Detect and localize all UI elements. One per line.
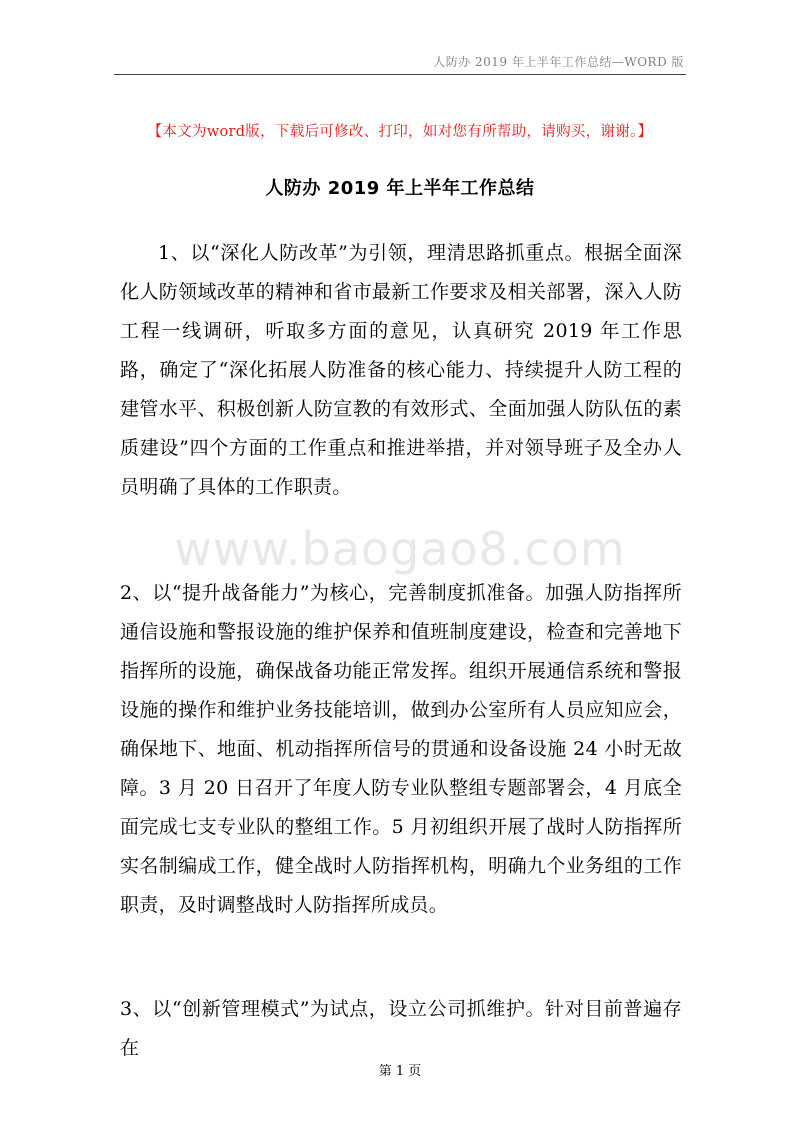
site-watermark: www.baogao8.com — [174, 522, 626, 576]
paragraph-1: 1、以“深化人防改革”为引领，理清思路抓重点。根据全面深化人防领域改革的精神和省市最新工作要求及相关部署，深入人防工程一线调研，听取多方面的意见，认真研究 2019 年工作思路，确定了“深化拓展人防准备的核心能力、持续提升人防工程的建管水平、积极创新人防宣教的有效形式、全面加强人防队伍的素质建设”四个方面的工作重点和推进举措，并对领导班子及全办人员明确了具体的工作职责。 — [120, 242, 682, 498]
word-version-notice: 【本文为word版，下载后可修改、打印，如对您有所帮助，请购买，谢谢。】 — [147, 124, 653, 140]
running-header: 人防办 2019 年上半年工作总结—WORD 版 — [433, 55, 684, 69]
paragraph-3: 3、以“创新管理模式”为试点，设立公司抓维护。针对目前普遍存在 — [120, 998, 682, 1059]
page-number: 第 1 页 — [378, 1064, 422, 1079]
document-title: 人防办 2019 年上半年工作总结 — [265, 178, 535, 199]
paragraph-2: 2、以“提升战备能力”为核心，完善制度抓准备。加强人防指挥所通信设施和警报设施的维护保养和值班制度建设，检查和完善地下指挥所的设施，确保战备功能正常发挥。组织开展通信系统和警报设施的操作和维护业务技能培训，做到办公室所有人员应知应会，确保地下、地面、机动指挥所信号的贯通和设备设施 24 小时无故障。3 月 20 日召开了年度人防专业队整组专题部署会，4 月底全面完成七支专业队的整组工作。5 月初组织开展了战时人防指挥所实名制编成工作，健全战时人防指挥机构，明确九个业务组的工作职责，及时调整战时人防指挥所成员。 — [120, 582, 682, 916]
header-divider — [114, 74, 686, 75]
